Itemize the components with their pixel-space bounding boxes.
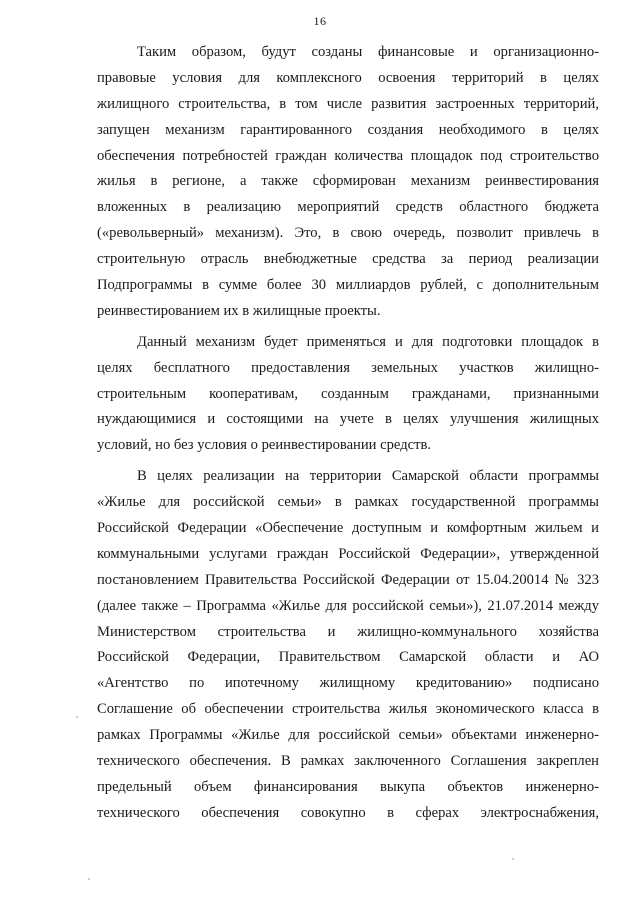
text-line: жилья в регионе, а также сформирован механизм реинвестирования: [97, 173, 599, 190]
text-line: обеспечения потребностей граждан количества площадок под строительство: [97, 147, 599, 164]
text-line: технического обеспечения совокупно в сферах электроснабжения,: [97, 804, 599, 821]
text-line: Таким образом, будут созданы финансовые и организационно-: [137, 44, 599, 60]
text-line: Российской Федерации, Правительством Самарской области и АО: [97, 649, 599, 666]
text-line: Подпрограммы в сумме более 30 миллиардов рублей, с дополнительным: [97, 277, 599, 294]
text-line: строительным кооперативам, созданным гражданами, признанными: [97, 385, 599, 402]
text-line: строительную отрасль внебюджетные средства за период реализации: [97, 251, 599, 268]
text-line: правовые условия для комплексного освоения территорий в целях: [97, 69, 599, 86]
text-line: Данный механизм будет применяться и для подготовки площадок в: [137, 333, 599, 350]
page-number: 16: [313, 14, 327, 28]
text-line: предельный объем финансирования выкупа объектов инженерно-: [97, 778, 599, 795]
text-line: В целях реализации на территории Самарской области программы: [137, 468, 599, 485]
paragraph: [97, 464, 599, 826]
text-line: нуждающимися и состоящими на учете в целях улучшения жилищных: [97, 411, 599, 428]
text-line: рамках Программы «Жилье для российской семьи» объектами инженерно-: [97, 727, 599, 744]
text-line: «Агентство по ипотечному жилищному кредитованию» подписано: [97, 675, 599, 692]
text-line: целях бесплатного предоставления земельных участков жилищно-: [97, 359, 599, 376]
document-body: [97, 40, 599, 827]
paragraph: [97, 330, 599, 459]
scan-speck: [512, 858, 514, 860]
scan-speck: [76, 716, 78, 718]
text-line: условий, но без условия о реинвестировании средств.: [97, 437, 432, 454]
text-line: (далее также – Программа «Жилье для российской семьи»), 21.07.2014 между: [97, 597, 599, 614]
scan-speck: [88, 878, 90, 880]
text-line: технического обеспечения. В рамках заключенного Соглашения закреплен: [97, 753, 599, 770]
paragraph: [97, 40, 599, 325]
text-line: реинвестированием их в жилищные проекты.: [97, 302, 381, 319]
text-line: Российской Федерации «Обеспечение доступным и комфортным жильем и: [97, 520, 599, 537]
text-line: «Жилье для российской семьи» в рамках государственной программы: [97, 494, 599, 511]
text-line: Министерством строительства и жилищно-коммунального хозяйства: [97, 623, 599, 640]
text-line: запущен механизм гарантированного создания необходимого в целях: [97, 121, 599, 138]
text-line: коммунальными услугами граждан Российской Федерации», утвержденной: [97, 545, 599, 562]
text-line: («револьверный» механизм). Это, в свою очередь, позволит привлечь в: [97, 225, 599, 242]
text-line: вложенных в реализацию мероприятий средств областного бюджета: [97, 199, 599, 216]
text-line: Соглашение об обеспечении строительства жилья экономического класса в: [97, 701, 599, 718]
text-line: постановлением Правительства Российской Федерации от 15.04.20014 № 323: [97, 571, 599, 588]
text-line: жилищного строительства, в том числе развития застроенных территорий,: [97, 95, 599, 112]
